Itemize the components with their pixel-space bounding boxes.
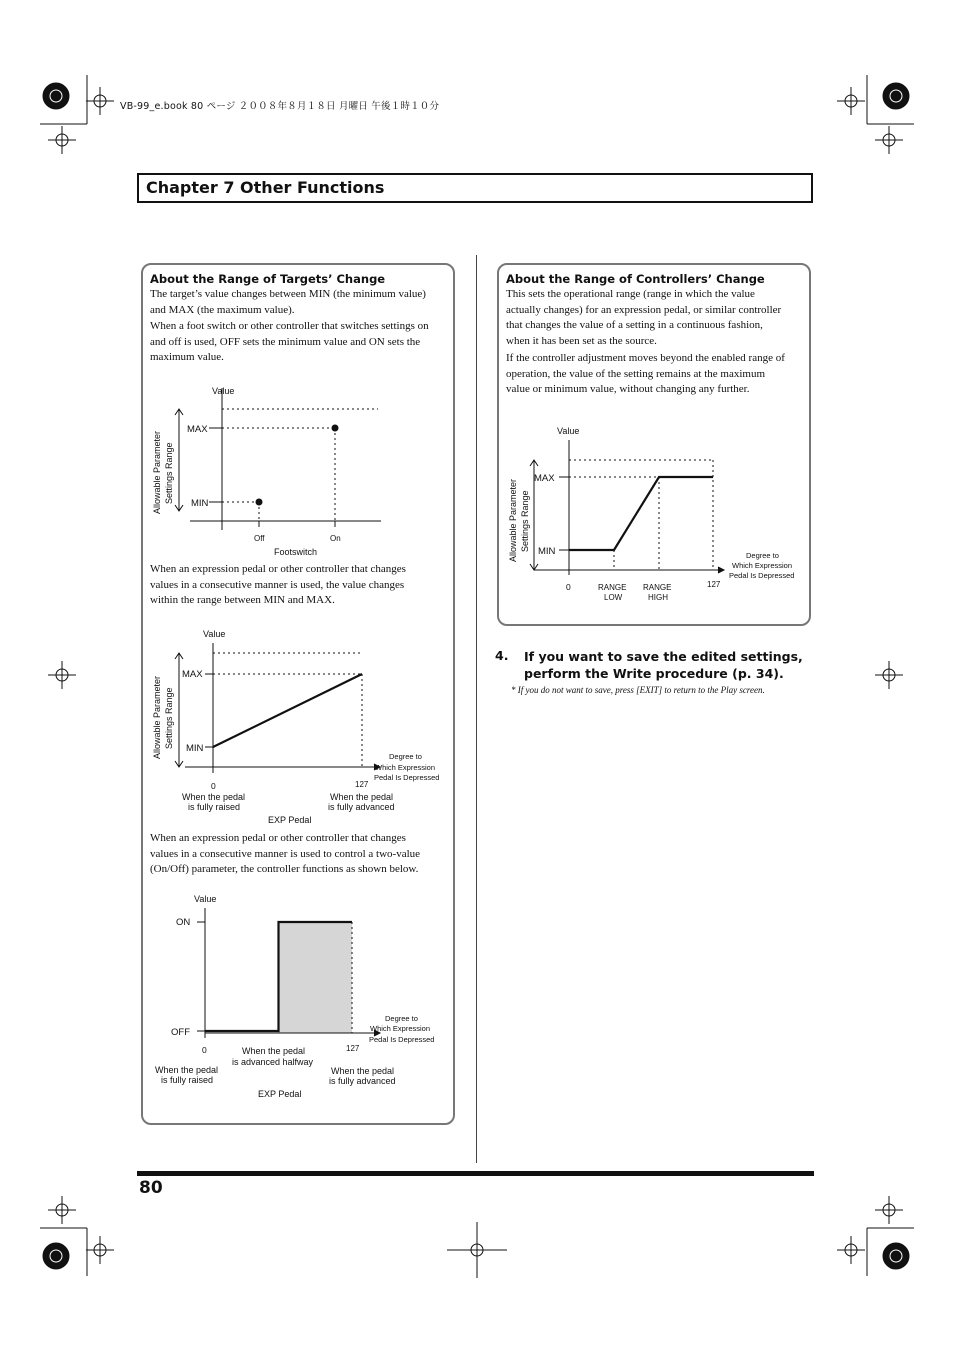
controllers-limit-paragraph: If the controller adjustment moves beyond the enabled range of operation, the value of the setting remains at the maximum value or minimum value, without changing any further. bbox=[506, 352, 785, 396]
x-axis-desc-2: Which Expression bbox=[370, 1024, 431, 1033]
save-note: * If you do not want to save, press [EXIT] to return to the Play screen. bbox=[511, 685, 765, 695]
y-axis-label: Value bbox=[212, 386, 235, 396]
exp-pedal-onoff-chart bbox=[145, 890, 450, 1105]
value-line bbox=[213, 674, 362, 747]
step-instruction: If you want to save the edited settings, perform the Write procedure (p. 34). bbox=[524, 649, 803, 681]
step-number: 4. bbox=[495, 648, 509, 663]
targets-range-title: About the Range of Targets’ Change bbox=[150, 272, 386, 286]
column-divider bbox=[476, 255, 477, 1163]
start-caption-2: is fully raised bbox=[188, 802, 241, 812]
min-label: MIN bbox=[186, 743, 204, 754]
range-label-1: Allowable Parameter bbox=[152, 675, 162, 759]
x-axis-label: EXP Pedal bbox=[268, 815, 312, 825]
x-tick-on: On bbox=[330, 534, 341, 543]
mid-caption-1: When the pedal bbox=[242, 1046, 306, 1056]
end-caption-2: is fully advanced bbox=[329, 1076, 396, 1086]
x-axis-desc-3: Pedal Is Depressed bbox=[374, 773, 440, 782]
data-point-on bbox=[332, 425, 339, 432]
max-label: MAX bbox=[187, 424, 208, 435]
targets-onoff-paragraph: When an expression pedal or other controller that changes values in a consecutive manner is used to control a two-value (On/Off) parameter, the controller functions as shown below. bbox=[150, 832, 421, 876]
range-low-1: RANGE bbox=[598, 583, 627, 592]
end-caption-1: When the pedal bbox=[330, 792, 394, 802]
range-label-2: Settings Range bbox=[520, 490, 530, 552]
range-label-2: Settings Range bbox=[164, 687, 174, 749]
x-axis-desc-1: Degree to bbox=[746, 551, 779, 560]
file-info-header: VB-99_e.book 80 ページ ２００８年８月１８日 月曜日 午後１時１０分 bbox=[120, 101, 440, 112]
x-tick-0: 0 bbox=[211, 781, 216, 791]
x-tick-127: 127 bbox=[355, 780, 369, 789]
exp-pedal-linear-chart bbox=[145, 625, 450, 830]
x-axis-desc-1: Degree to bbox=[385, 1014, 418, 1023]
x-tick-0: 0 bbox=[202, 1045, 207, 1055]
footswitch-chart bbox=[145, 380, 445, 560]
x-axis-desc-3: Pedal Is Depressed bbox=[369, 1035, 435, 1044]
x-axis-label: Footswitch bbox=[274, 547, 318, 557]
x-tick-0: 0 bbox=[566, 582, 571, 592]
targets-switch-paragraph: When a foot switch or other controller that switches settings on and off is used, OFF sets the minimum value and ON sets the maximum value. bbox=[150, 320, 429, 364]
y-axis-label: Value bbox=[203, 629, 226, 639]
x-axis-desc-3: Pedal Is Depressed bbox=[729, 571, 795, 580]
data-point-off bbox=[256, 499, 263, 506]
range-label-1: Allowable Parameter bbox=[152, 430, 162, 514]
footer-rule bbox=[137, 1171, 814, 1176]
controller-range-chart bbox=[500, 420, 805, 610]
controllers-range-title: About the Range of Controllers’ Change bbox=[506, 272, 765, 286]
start-caption-2: is fully raised bbox=[161, 1075, 214, 1085]
range-low-2: LOW bbox=[604, 593, 623, 602]
y-axis-label: Value bbox=[194, 894, 217, 904]
range-label-2: Settings Range bbox=[164, 442, 174, 504]
range-high-2: HIGH bbox=[648, 593, 668, 602]
x-tick-127: 127 bbox=[707, 580, 721, 589]
chapter-title: Chapter 7 Other Functions bbox=[146, 178, 385, 197]
start-caption-1: When the pedal bbox=[155, 1065, 219, 1075]
x-axis-desc-2: Which Expression bbox=[375, 763, 436, 772]
page-number: 80 bbox=[139, 1178, 163, 1198]
off-label: OFF bbox=[171, 1027, 190, 1038]
range-high-1: RANGE bbox=[643, 583, 672, 592]
x-axis-desc-1: Degree to bbox=[389, 752, 422, 761]
controllers-intro-paragraph: This sets the operational range (range in which the value actually changes) for an expression pedal, or similar controller that changes the value of a setting in a continuous fashion, when it has been set as the source. bbox=[506, 288, 782, 348]
x-tick-off: Off bbox=[254, 534, 265, 543]
on-region bbox=[279, 922, 353, 1033]
targets-intro-paragraph: The target’s value changes between MIN (the minimum value) and MAX (the maximum value). bbox=[150, 288, 426, 316]
min-label: MIN bbox=[538, 546, 556, 557]
x-axis-desc-2: Which Expression bbox=[732, 561, 793, 570]
max-label: MAX bbox=[182, 669, 203, 680]
end-caption-1: When the pedal bbox=[331, 1066, 395, 1076]
mid-caption-2: is advanced halfway bbox=[232, 1057, 314, 1067]
end-caption-2: is fully advanced bbox=[328, 802, 395, 812]
max-label: MAX bbox=[534, 473, 555, 484]
start-caption-1: When the pedal bbox=[182, 792, 246, 802]
value-line bbox=[569, 477, 713, 550]
x-axis-label: EXP Pedal bbox=[258, 1089, 302, 1099]
min-label: MIN bbox=[191, 498, 209, 509]
y-axis-label: Value bbox=[557, 426, 580, 436]
range-label-1: Allowable Parameter bbox=[508, 478, 518, 562]
x-tick-127: 127 bbox=[346, 1044, 360, 1053]
on-label: ON bbox=[176, 917, 191, 928]
targets-pedal-paragraph: When an expression pedal or other controller that changes values in a consecutive manner is used, the value changes within the range between MIN and MAX. bbox=[150, 563, 406, 607]
